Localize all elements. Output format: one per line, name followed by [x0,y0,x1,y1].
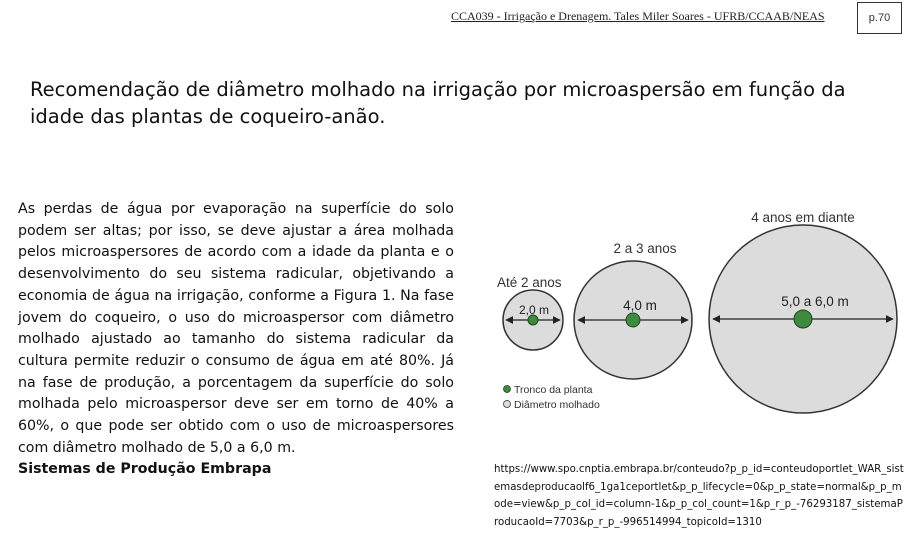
label-large: 4 anos em diante [751,210,855,225]
legend-diameter-icon [504,401,511,408]
trunk-medium [626,313,640,327]
paragraph-text: As perdas de água por evaporação na superfície do solo podem ser altas; por isso, se deve ajustar a área molhada pelos microaspersores de acordo com a idade da planta e o desenvolvimento do seu sistema radicular, objetivando a economia de água na irrigação, conforme a Figura 1. Na fase jovem do coqueiro, o uso do microaspersor com diâmetro molhado ajustado ao tamanho do sistema radicular da cultura permite reduzir o consumo de água em até 80%. Já na fase de produção, a porcentagem da superfície do solo molhada pelo microaspersor deve ser em torno de 40% a 60%, o que pode ser obtido com o uso de microaspersores com diâmetro molhado de 5,0 a 6,0 m. [18,201,454,456]
wetted-diameter-figure [490,200,900,420]
circle-ate-2-anos [497,275,563,350]
page-title: Recomendação de diâmetro molhado na irrigação por microaspersão em função da idade das plantas de coqueiro-anão. [30,78,846,128]
body-paragraph [18,199,454,481]
page-number: p.70 [857,2,902,34]
legend-trunk-icon [504,386,511,393]
source-credit: Sistemas de Produção Embrapa [18,461,272,478]
diameter-large: 5,0 a 6,0 m [781,294,849,309]
label-medium: 2 a 3 anos [613,241,677,256]
source-url[interactable]: https://www.spo.cnptia.embrapa.br/conteudo?p_p_id=conteudoportlet_WAR_sistemasdeproducaolf6_1ga1ceportlet&p_p_lifecycle=0&p_p_state=normal&p_p_mode=view&p_p_col_id=column-1&p_p_col_count=1&p_r_p_-76293187_sistemaProducaoId=7703&p_r_p_-996514994_topicoId=1310 [494,464,904,528]
circle-2-3-anos [574,241,692,379]
diameter-medium: 4,0 m [623,298,657,313]
legend-diameter-label: Diâmetro molhado [514,399,600,411]
diameter-small: 2,0 m [518,303,550,317]
figure-legend [504,384,600,411]
trunk-large [794,310,812,328]
label-small: Até 2 anos [497,275,562,290]
circle-4-anos [709,210,897,413]
legend-trunk-label: Tronco da planta [514,384,593,396]
course-header: CCA039 - Irrigação e Drenagem. Tales Miler Soares - UFRB/CCAAB/NEAS [451,9,825,23]
